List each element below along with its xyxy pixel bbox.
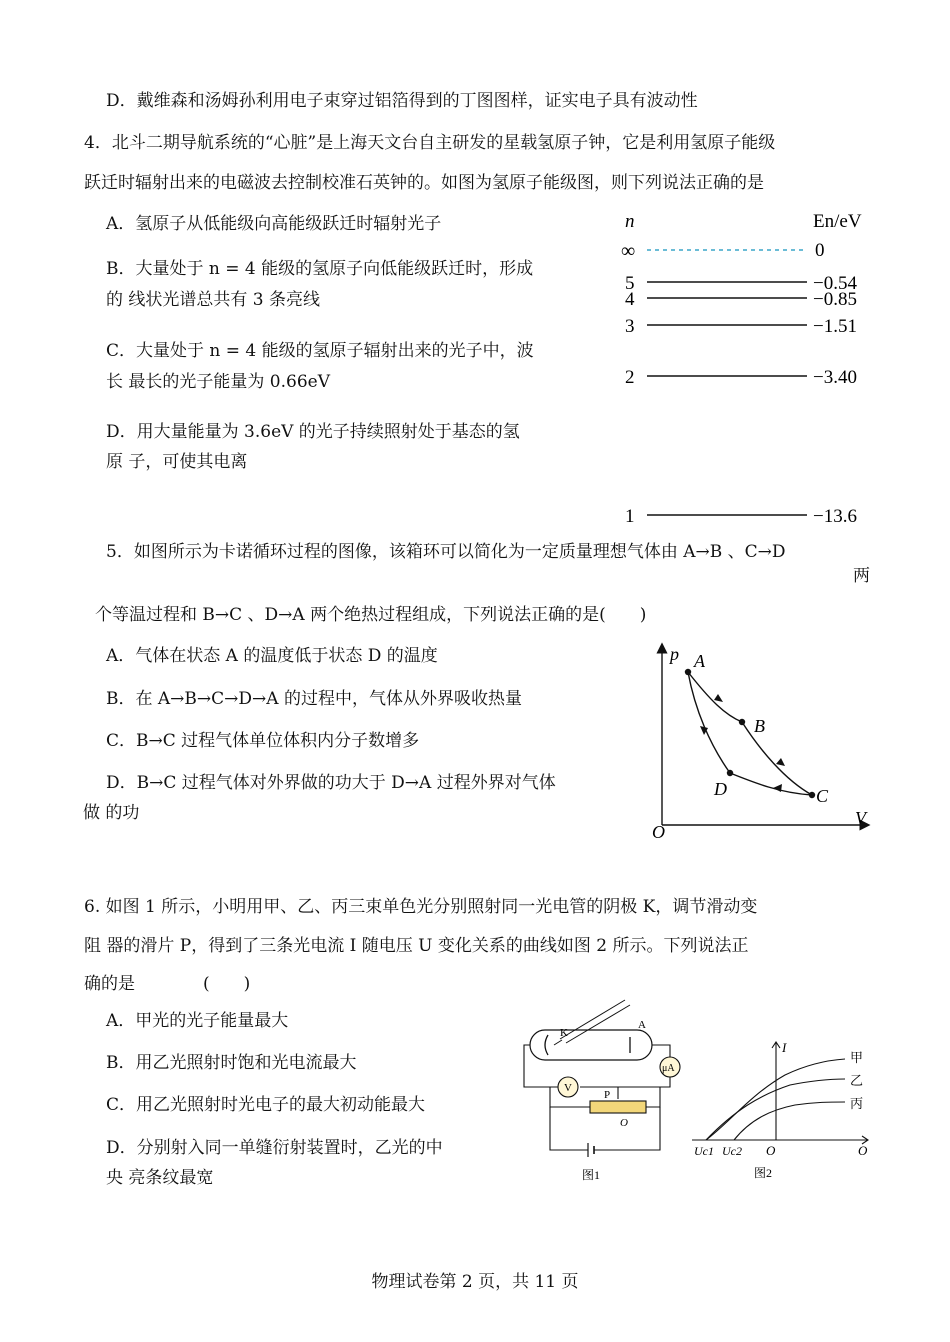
level-3-n: 3 [625,316,635,337]
q6-stem-line3: 确的是 ( ) [84,974,251,994]
q4-option-c-line1: C．大量处于 n = 4 能级的氢原子辐射出来的光子中，波 [106,341,534,361]
q4-option-d-line1: D．用大量能量为 3.6eV 的光子持续照射处于基态的氢 [106,422,520,442]
q5-stem-line1: 5．如图所示为卡诺循环过程的图像，该箱环可以简化为一定质量理想气体由 A→B 、C→D [106,542,786,562]
q5-option-d-line1: D．B→C 过程气体对外界做的功大于 D→A 过程外界对气体 [106,773,556,793]
q5-option-c: C．B→C 过程气体单位体积内分子数增多 [106,731,420,751]
iu-curves-fig2 [690,1030,880,1180]
phototube [530,1030,652,1060]
point-a [685,669,691,675]
point-b [739,719,745,725]
arrow-bc [776,758,785,766]
fig2-caption: 图2 [754,1166,773,1180]
q5-option-b: B．在 A→B→C→D→A 的过程中，气体从外界吸收热量 [106,689,522,709]
label-ua: μA [662,1063,675,1074]
q6-stem-line1: 6. 如图 1 所示，小明用甲、乙、丙三束单色光分别照射同一光电管的阴极 K，调节滑动变 [84,897,758,917]
wire-left [524,1045,560,1087]
label-a: A [638,1019,646,1031]
curve-da [688,672,730,773]
q4-option-d-line2: 原 子，可使其电离 [106,452,248,472]
q6-option-c: C．用乙光照射时光电子的最大初动能最大 [106,1095,426,1115]
q4-option-a: A．氢原子从低能级向高能级跃迁时辐射光子 [106,214,442,234]
q5-option-a: A．气体在状态 A 的温度低于状态 D 的温度 [106,646,438,666]
wire-right [580,1077,670,1087]
q4-stem-line2: 跃迁时辐射出来的电磁波去控制校准石英钟的。如图为氢原子能级图，则下列说法正确的是 [84,173,764,193]
point-d [727,770,733,776]
q4-option-c-line2: 长 最长的光子能量为 0.66eV [106,372,330,392]
light-beam-1 [560,1000,625,1039]
level-4-n: 4 [625,289,635,310]
label-yi: 乙 [850,1073,864,1088]
level-2-n: 2 [625,367,635,388]
label-bing: 丙 [850,1096,864,1111]
label-c: C [816,786,829,806]
rheostat [590,1101,646,1113]
photoelectric-circuit-fig1 [520,995,695,1185]
label-d: D [714,779,727,799]
energy-level-diagram [615,205,880,530]
level-inf-e: 0 [815,240,825,261]
curve-bing [734,1102,845,1140]
q6-option-d-line2: 央 亮条纹最宽 [106,1168,214,1188]
label-k: K [560,1027,568,1039]
level-5-e: −0.54 [813,273,857,294]
p-label: p [670,644,679,664]
q4-option-b-line2: 的 线状光谱总共有 3 条亮线 [106,290,321,310]
level-4-e: −0.85 [813,289,857,310]
q6-stem-line2: 阻 器的滑片 P，得到了三条光电流 I 随电压 U 变化关系的曲线如图 2 所示。下列说法正 [84,936,749,956]
q6-option-a: A．甲光的光子能量最大 [106,1011,289,1031]
label-uc1: Uc1 [694,1144,714,1158]
label-v: V [564,1082,572,1094]
point-c [809,792,815,798]
label-o2: O [858,1143,868,1158]
q6-option-d-line1: D．分别射入同一单缝衍射装置时，乙光的中 [106,1138,443,1158]
label-i: I [782,1040,787,1055]
q4-option-b-line1: B．大量处于 n = 4 能级的氢原子向低能级跃迁时，形成 [106,259,534,279]
page-footer: 物理试卷第 2 页，共 11 页 [371,1272,579,1292]
cathode-k [545,1035,548,1055]
level-1-n: 1 [625,506,635,527]
q6-option-b: B．用乙光照射时饱和光电流最大 [106,1053,357,1073]
q5-stem-line1-tail: 两 [853,566,870,586]
level-2-e: −3.40 [813,367,857,388]
curve-cd [730,773,812,795]
arrow-cd [773,784,782,792]
carnot-pv-diagram [640,640,880,845]
level-inf-n: ∞ [621,240,636,262]
level-3-e: −1.51 [813,316,857,337]
wire-battery-left [550,1107,588,1150]
wire-rheo-right [646,1087,660,1107]
n-axis-label: n [625,211,635,232]
label-jia: 甲 [850,1050,864,1065]
curve-ab [688,672,742,722]
energy-axis-label: En/eV [813,211,862,232]
label-o1: O [766,1143,776,1158]
level-5-n: 5 [625,273,635,294]
label-b: B [754,716,765,736]
light-beam-arrow [554,1040,562,1045]
fig1-caption: 图1 [582,1168,601,1182]
origin-label: O [652,822,665,842]
q5-option-d-line2: 做 的功 [83,803,140,823]
q4-stem-line1: 4．北斗二期导航系统的“心脏”是上海天文台自主研发的星载氢原子钟，它是利用氢原子能级 [84,133,776,153]
q3-option-d: D．戴维森和汤姆孙利用电子束穿过铝箔得到的丁图图样，证实电子具有波动性 [106,91,698,111]
level-1-e: −13.6 [813,506,857,527]
arrow-ab [714,694,723,702]
light-beam-2 [566,1005,630,1043]
q5-stem-line2: 个等温过程和 B→C 、D→A 两个绝热过程组成，下列说法正确的是( ) [95,605,647,625]
v-label: V [855,808,866,828]
curve-bc [742,722,812,795]
label-o: O [620,1117,628,1129]
label-a: A [694,651,705,671]
label-uc2: Uc2 [722,1144,742,1158]
label-p: P [604,1089,611,1101]
wire-right-top [652,1045,670,1057]
